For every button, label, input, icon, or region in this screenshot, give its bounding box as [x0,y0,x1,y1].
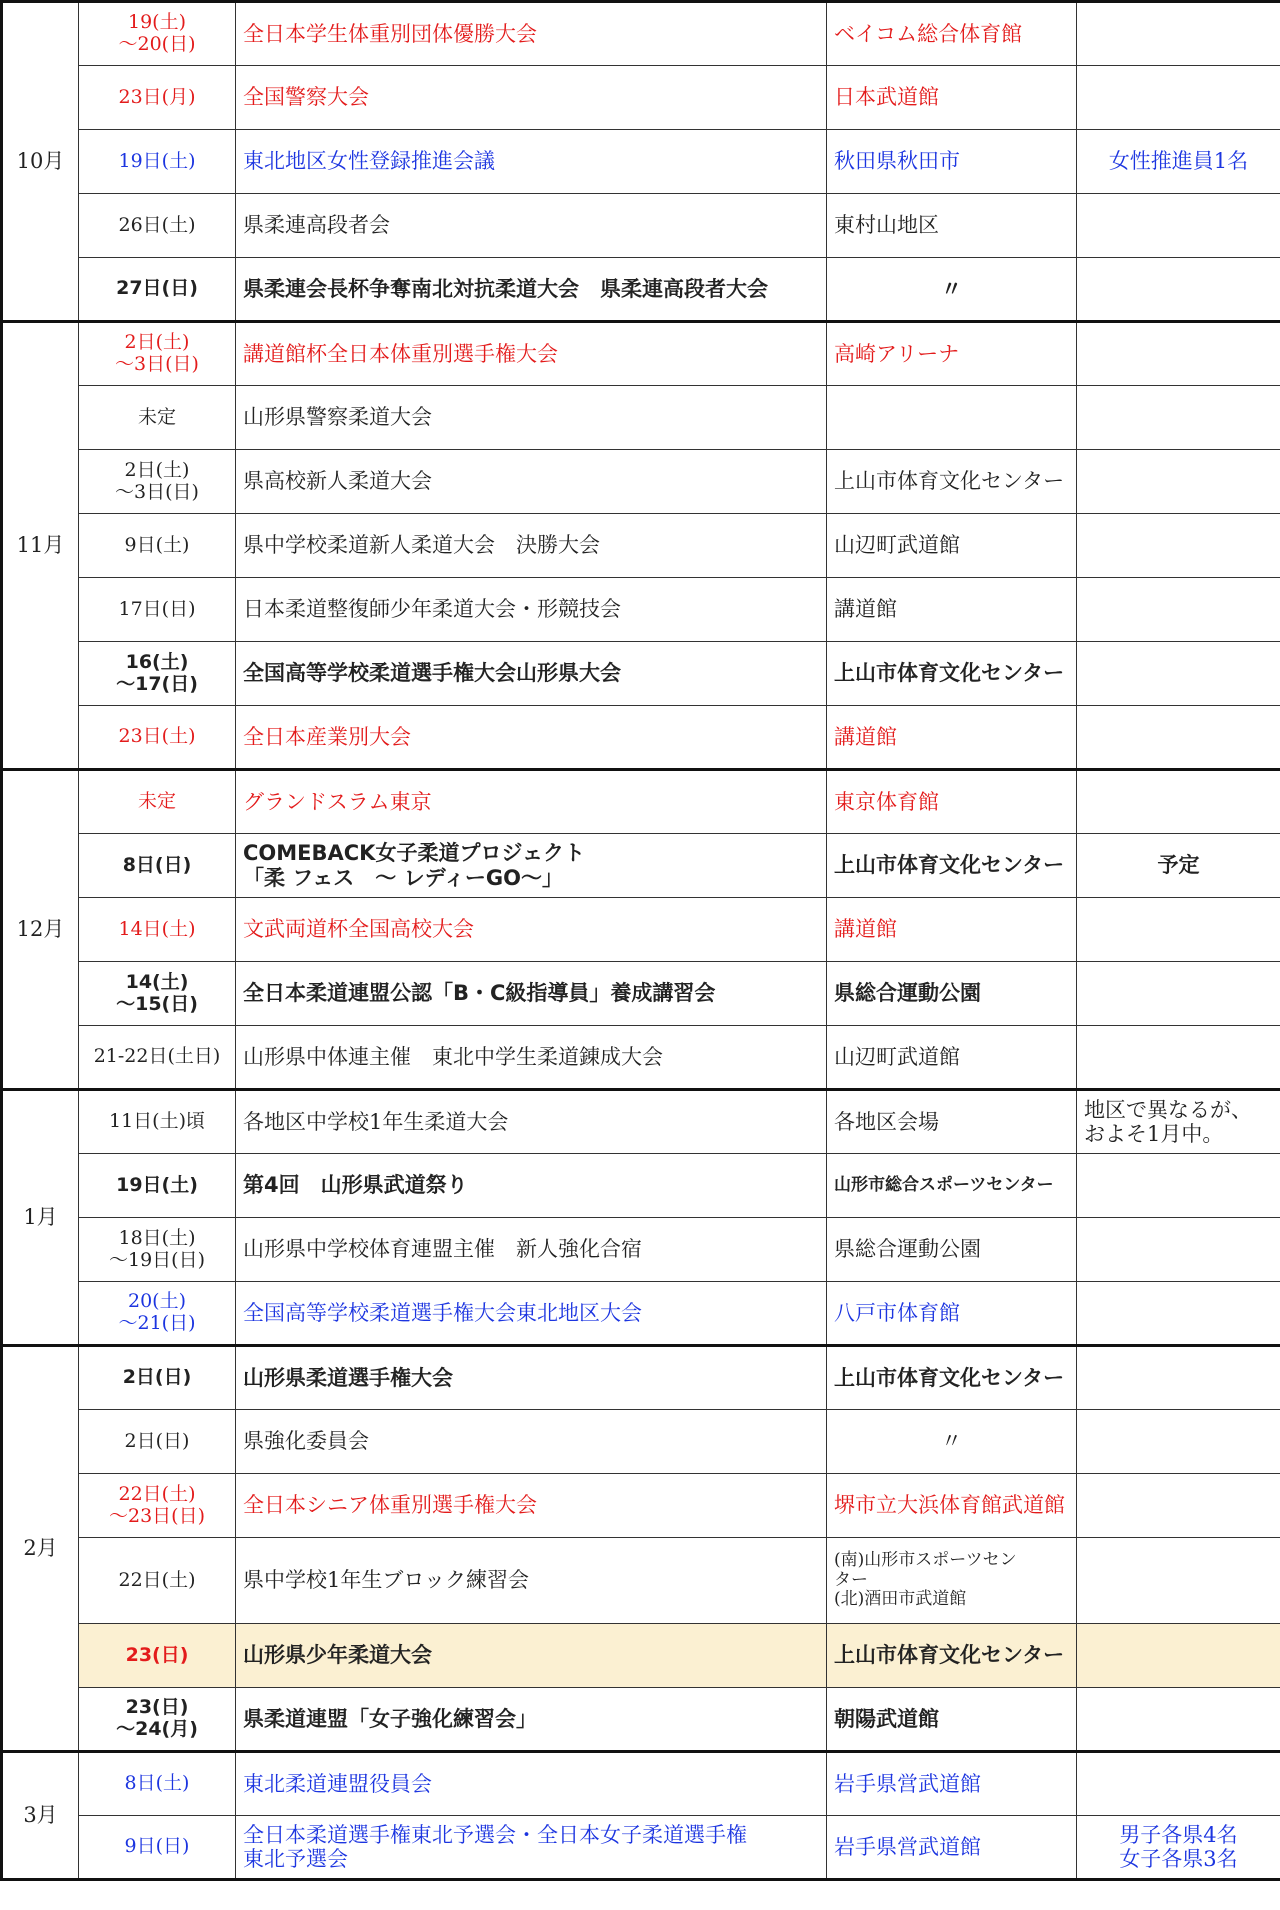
event-name: 県柔連会長杯争奪南北対抗柔道大会 県柔連高段者大会 [243,276,768,301]
date-text: ～15(日) [116,992,198,1015]
date-cell [79,1688,236,1752]
date-text: 19(土) [127,11,186,34]
event-name: 文武両道杯全国高校大会 [243,917,474,942]
venue-name: 山辺町武道館 [834,1044,960,1069]
event-cell [236,2,827,66]
schedule-body [2,2,1280,1880]
date-text: 26日(土) [118,213,196,236]
venue-name: 上山市体育文化センター [834,469,1065,494]
schedule-row [2,1688,1280,1752]
event-cell [236,258,827,322]
event-name: 山形県中学校体育連盟主催 新人強化合宿 [243,1237,642,1262]
venue-cell [827,834,1077,898]
schedule-row [2,706,1280,770]
note-cell [1077,898,1280,962]
schedule-row [2,1410,1280,1474]
event-cell [236,1538,827,1624]
date-text: 20(土) [127,1290,186,1313]
venue-name: 県総合運動公園 [834,1237,981,1262]
venue-name: 高崎アリーナ [834,341,960,366]
venue-name: 山形市総合スポーツセンター [834,1174,1054,1195]
event-name: 山形県柔道選手権大会 [243,1365,453,1390]
event-cell [236,1346,827,1410]
schedule-row [2,1538,1280,1624]
date-text: 2日(土) [124,331,190,354]
venue-cell [827,514,1077,578]
event-cell [236,1624,827,1688]
venue-name: 堺市立大浜体育館武道館 [834,1493,1065,1518]
venue-name: 秋田県秋田市 [834,149,960,174]
venue-name: 上山市体育文化センター [834,661,1065,686]
venue-name: 各地区会場 [834,1109,939,1134]
event-name: 山形県少年柔道大会 [243,1643,432,1668]
event-cell [236,1218,827,1282]
date-cell [79,962,236,1026]
event-cell [236,834,827,898]
note-cell [1077,514,1280,578]
schedule-row [2,898,1280,962]
date-cell [79,194,236,258]
schedule-row [2,1090,1280,1154]
date-text: 22日(土) [118,1482,196,1505]
venue-name: 県総合運動公園 [834,981,981,1006]
date-cell [79,2,236,66]
note-cell [1077,450,1280,514]
event-name: 山形県警察柔道大会 [243,405,432,430]
venue-name: 上山市体育文化センター [834,853,1065,878]
event-cell [236,1282,827,1346]
venue-cell [827,706,1077,770]
date-text: 19日(土) [118,149,196,172]
date-cell [79,1538,236,1624]
date-text: 9日(土) [124,533,190,556]
schedule-row [2,66,1280,130]
date-text: 未定 [137,790,176,813]
date-cell [79,1090,236,1154]
note-cell [1077,1816,1280,1880]
schedule-row [2,578,1280,642]
venue-cell [827,1816,1077,1880]
venue-cell [827,578,1077,642]
venue-name: 山辺町武道館 [834,533,960,558]
note-cell [1077,1474,1280,1538]
event-name: 県柔連高段者会 [243,213,390,238]
date-cell [79,1346,236,1410]
note-cell [1077,1282,1280,1346]
month-cell: 12月 [2,770,79,1090]
event-name: COMEBACK女子柔道プロジェクト [243,841,586,866]
event-name: 山形県中体連主催 東北中学生柔道錬成大会 [243,1044,663,1069]
date-cell [79,386,236,450]
venue-cell [827,2,1077,66]
event-cell [236,194,827,258]
note-cell [1077,1346,1280,1410]
event-cell [236,514,827,578]
event-name: 「柔 フェス ～ レディーGO～」 [243,865,563,890]
venue-cell [827,1154,1077,1218]
date-text: ～3日(日) [115,353,199,375]
event-cell [236,898,827,962]
event-name: グランドスラム東京 [243,789,432,814]
event-name: 各地区中学校1年生柔道大会 [243,1109,509,1134]
venue-name: (南)山形市スポーツセン [834,1550,1017,1571]
venue-cell [827,1218,1077,1282]
venue-name: 日本武道館 [834,85,939,110]
venue-cell [827,962,1077,1026]
venue-name: ベイコム総合体育館 [834,21,1023,46]
date-text: 23(日) [125,1696,189,1719]
month-cell: 3月 [2,1752,79,1880]
date-text: 22日(土) [118,1568,196,1591]
note-text: およそ1月中。 [1084,1122,1224,1146]
date-cell [79,322,236,386]
event-cell [236,1474,827,1538]
note-cell [1077,1410,1280,1474]
date-cell [79,258,236,322]
note-cell [1077,66,1280,130]
date-text: 23(日) [125,1643,189,1666]
event-cell [236,450,827,514]
note-cell [1077,770,1280,834]
venue-name: (北)酒田市武道館 [834,1589,967,1610]
event-name: 県強化委員会 [243,1429,369,1454]
event-name: 全日本学生体重別団体優勝大会 [243,21,537,46]
note-cell [1077,962,1280,1026]
date-text: 23日(月) [118,85,196,108]
schedule-row [2,322,1280,386]
schedule-row [2,1346,1280,1410]
schedule-row [2,2,1280,66]
note-cell [1077,1752,1280,1816]
date-text: 8日(日) [122,853,192,876]
venue-name: 八戸市体育館 [834,1300,960,1325]
note-cell [1077,642,1280,706]
date-cell [79,1624,236,1688]
note-cell [1077,1026,1280,1090]
event-name: 全国高等学校柔道選手権大会東北地区大会 [243,1300,642,1325]
date-cell [79,1218,236,1282]
event-name: 東北予選会 [243,1847,348,1871]
note-cell [1077,834,1280,898]
note-text: 女性推進員1名 [1108,149,1249,174]
venue-cell [827,1346,1077,1410]
event-cell [236,1688,827,1752]
venue-cell [827,898,1077,962]
schedule-row [2,1816,1280,1880]
month-cell: 11月 [2,322,79,770]
schedule-row [2,386,1280,450]
schedule-row [2,1026,1280,1090]
schedule-row [2,1218,1280,1282]
note-cell [1077,706,1280,770]
note-cell [1077,2,1280,66]
date-text: ～17(日) [116,672,198,695]
event-cell [236,322,827,386]
venue-name: ター [834,1569,868,1590]
venue-cell [827,1752,1077,1816]
venue-cell [827,258,1077,322]
venue-cell [827,1410,1077,1474]
venue-name: 東村山地区 [834,213,939,238]
venue-name: 朝陽武道館 [834,1706,939,1731]
event-name: 県柔道連盟「女子強化練習会」 [243,1706,537,1731]
note-cell [1077,578,1280,642]
event-cell [236,770,827,834]
date-cell [79,1410,236,1474]
event-cell [236,1816,827,1880]
note-cell [1077,130,1280,194]
event-name: 全国警察大会 [243,85,369,110]
event-name: 全日本シニア体重別選手権大会 [243,1493,537,1518]
event-name: 全日本産業別大会 [243,724,411,749]
venue-name: 講道館 [834,724,897,749]
schedule-row [2,514,1280,578]
date-text: ～20(日) [118,33,196,55]
note-text: 地区で異なるが、 [1084,1097,1252,1122]
venue-name: 上山市体育文化センター [834,1365,1065,1390]
date-cell [79,706,236,770]
venue-cell [827,1538,1077,1624]
venue-cell [827,1090,1077,1154]
venue-cell [827,194,1077,258]
venue-cell [827,322,1077,386]
date-text: ～19日(日) [108,1248,205,1271]
date-text: ～21(日) [118,1312,196,1334]
date-cell [79,578,236,642]
event-cell [236,1026,827,1090]
event-cell [236,130,827,194]
venue-name: 岩手県営武道館 [834,1771,981,1796]
event-cell [236,962,827,1026]
note-cell [1077,258,1280,322]
schedule-row [2,1474,1280,1538]
note-cell [1077,322,1280,386]
date-cell [79,642,236,706]
date-cell [79,834,236,898]
date-text: 21-22日(土日) [93,1045,221,1068]
date-text: 14日(土) [118,917,196,940]
event-cell [236,578,827,642]
note-cell [1077,1154,1280,1218]
venue-cell [827,642,1077,706]
venue-cell [827,1282,1077,1346]
event-name: 全国高等学校柔道選手権大会山形県大会 [243,661,621,686]
event-name: 県中学校1年生ブロック練習会 [243,1568,529,1593]
note-cell [1077,1090,1280,1154]
venue-cell [827,386,1077,450]
venue-cell [827,1688,1077,1752]
event-name: 講道館杯全日本体重別選手権大会 [243,341,558,366]
date-cell [79,1282,236,1346]
date-cell [79,770,236,834]
month-cell: 2月 [2,1346,79,1752]
event-name: 全日本柔道連盟公認「B・C級指導員」養成講習会 [243,981,716,1006]
date-cell [79,130,236,194]
schedule-row [2,130,1280,194]
note-text: 女子各県3名 [1119,1847,1238,1871]
date-text: 2日(日) [124,1429,190,1452]
event-cell [236,1090,827,1154]
venue-name: 講道館 [834,597,897,622]
date-text: 23日(土) [118,725,196,748]
event-cell [236,642,827,706]
note-text: 男子各県4名 [1119,1822,1238,1847]
event-name: 第4回 山形県武道祭り [243,1173,468,1198]
date-cell [79,514,236,578]
venue-name: 上山市体育文化センター [834,1643,1065,1668]
schedule-row [2,258,1280,322]
event-cell [236,386,827,450]
month-cell: 1月 [2,1090,79,1346]
schedule-row [2,834,1280,898]
schedule-row [2,1282,1280,1346]
schedule-row [2,1154,1280,1218]
note-text: 予定 [1157,853,1200,878]
event-name: 東北地区女性登録推進会議 [243,149,495,174]
note-cell [1077,386,1280,450]
date-text: 8日(土) [124,1772,190,1795]
schedule-row [2,1624,1280,1688]
event-name: 県高校新人柔道大会 [243,469,432,494]
date-text: 19日(土) [116,1173,198,1196]
date-text: 2日(日) [122,1366,192,1389]
note-cell [1077,1688,1280,1752]
note-cell [1077,1538,1280,1624]
venue-cell [827,450,1077,514]
note-cell [1077,1218,1280,1282]
date-text: 2日(土) [124,458,190,481]
date-text: 14(土) [125,970,189,993]
date-cell [79,1026,236,1090]
schedule-row [2,642,1280,706]
date-text: 11日(土)頃 [108,1110,205,1133]
date-text: 未定 [137,405,176,428]
date-text: 27日(日) [116,277,198,300]
schedule-row [2,450,1280,514]
venue-name: 〃 [941,276,962,301]
schedule-row [2,194,1280,258]
event-cell [236,1752,827,1816]
date-cell [79,1752,236,1816]
venue-cell [827,1026,1077,1090]
date-text: 9日(日) [124,1835,190,1858]
date-text: ～3日(日) [115,480,199,503]
date-cell [79,1816,236,1880]
date-text: 16(土) [125,650,189,673]
venue-cell [827,66,1077,130]
venue-name: 岩手県営武道館 [834,1834,981,1859]
note-cell [1077,194,1280,258]
note-cell [1077,1624,1280,1688]
date-text: 18日(土) [118,1226,196,1249]
venue-name: 〃 [941,1429,962,1454]
date-text: 17日(日) [118,597,196,620]
date-cell [79,450,236,514]
venue-name: 東京体育館 [834,789,939,814]
schedule-row [2,962,1280,1026]
event-name: 全日本柔道選手権東北予選会・全日本女子柔道選手権 [243,1822,747,1847]
event-cell [236,66,827,130]
event-cell [236,1410,827,1474]
venue-name: 講道館 [834,917,897,942]
event-name: 日本柔道整復師少年柔道大会・形競技会 [243,597,621,622]
month-cell: 10月 [2,2,79,322]
venue-cell [827,770,1077,834]
venue-cell [827,1624,1077,1688]
schedule-row [2,1752,1280,1816]
schedule-row [2,770,1280,834]
event-name: 東北柔道連盟役員会 [243,1771,432,1796]
date-cell [79,1474,236,1538]
event-cell [236,706,827,770]
venue-cell [827,130,1077,194]
date-text: ～24(月) [116,1718,198,1740]
date-cell [79,898,236,962]
date-cell [79,66,236,130]
date-cell [79,1154,236,1218]
date-text: ～23日(日) [108,1504,205,1527]
venue-cell [827,1474,1077,1538]
event-cell [236,1154,827,1218]
event-name: 県中学校柔道新人柔道大会 決勝大会 [243,533,600,558]
